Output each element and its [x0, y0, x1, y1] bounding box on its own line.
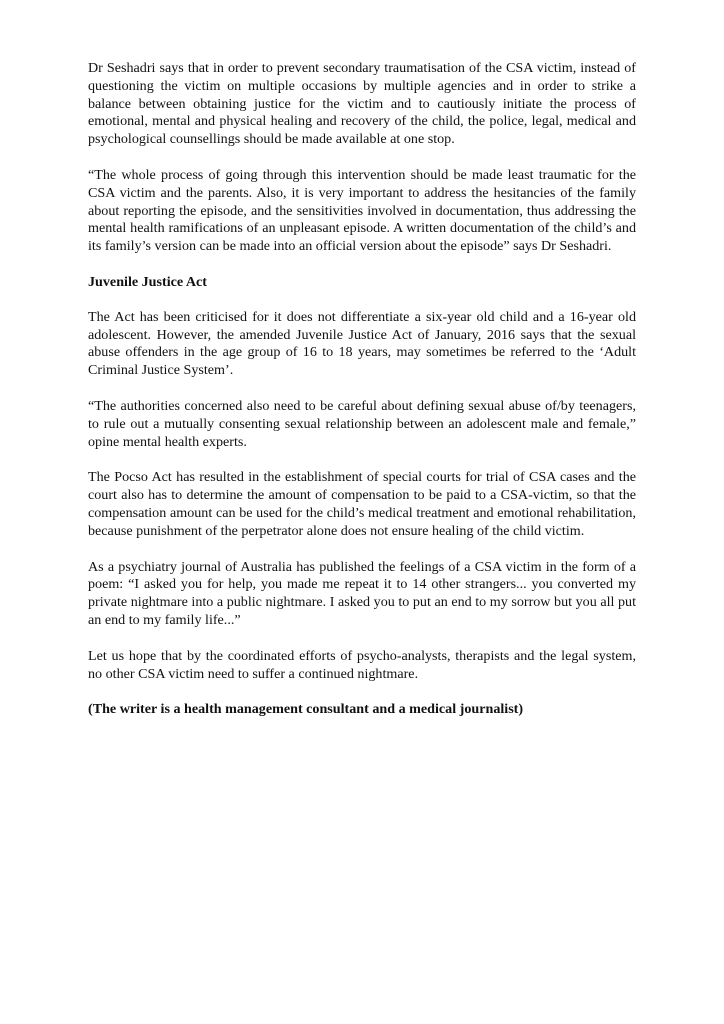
paragraph-experts-quote: “The authorities concerned also need to be careful about defining sexual abuse of/by teenagers, to rule out a mutually consenting sexual relationship between an adolescent male and female,” opine mental health experts.: [88, 397, 636, 450]
document-page: [88, 60, 636, 737]
section-heading: Juvenile Justice Act: [88, 273, 207, 290]
paragraph-conclusion: Let us hope that by the coordinated efforts of psycho-analysts, therapists and the legal system, no other CSA victim need to suffer a continued nightmare.: [88, 647, 636, 682]
paragraph-act-criticism: The Act has been criticised for it does not differentiate a six-year old child and a 16-year old adolescent. However, the amended Juvenile Justice Act of January, 2016 says that the sexual abuse offenders in the age group of 16 to 18 years, may sometimes be referred to the ‘Adult Criminal Justice System’.: [88, 308, 636, 379]
paragraph-victim-poem: As a psychiatry journal of Australia has published the feelings of a CSA victim in the form of a poem: “I asked you for help, you made me repeat it to 14 other strangers... you converted my private nightmare into a public nightmare. I asked you to put an end to my sorrow but you all put an end to my family life...”: [88, 558, 636, 628]
paragraph-pocso-act: The Pocso Act has resulted in the establishment of special courts for trial of CSA cases and the court also has to determine the amount of compensation to be paid to a CSA-victim, so that the compensation amount can be used for the child’s medical treatment and emotional rehabilitation, because punishment of the perpetrator alone does not ensure healing of the child victim.: [88, 469, 636, 539]
paragraph-seshadri-quote: “The whole process of going through this intervention should be made least traumatic for the CSA victim and the parents. Also, it is very important to address the hesitancies of the family about reporting the episode, and the sensitivities involved in documentation, thus addressing the mental health ramifications of an unpleasant episode. A written documentation of the child’s and its family’s version can be made into an official version about the episode” says Dr Seshadri.: [88, 166, 636, 255]
paragraph-one-stop: Dr Seshadri says that in order to prevent secondary traumatisation of the CSA victim, instead of questioning the victim on multiple occasions by multiple agencies and in order to strike a balance between obtaining justice for the victim and to cautiously initiate the process of emotional, mental and physical healing and recovery of the child, the police, legal, medical and psychological counsellings should be made available at one stop.: [88, 60, 636, 148]
author-note: (The writer is a health management consultant and a medical journalist): [88, 701, 524, 718]
